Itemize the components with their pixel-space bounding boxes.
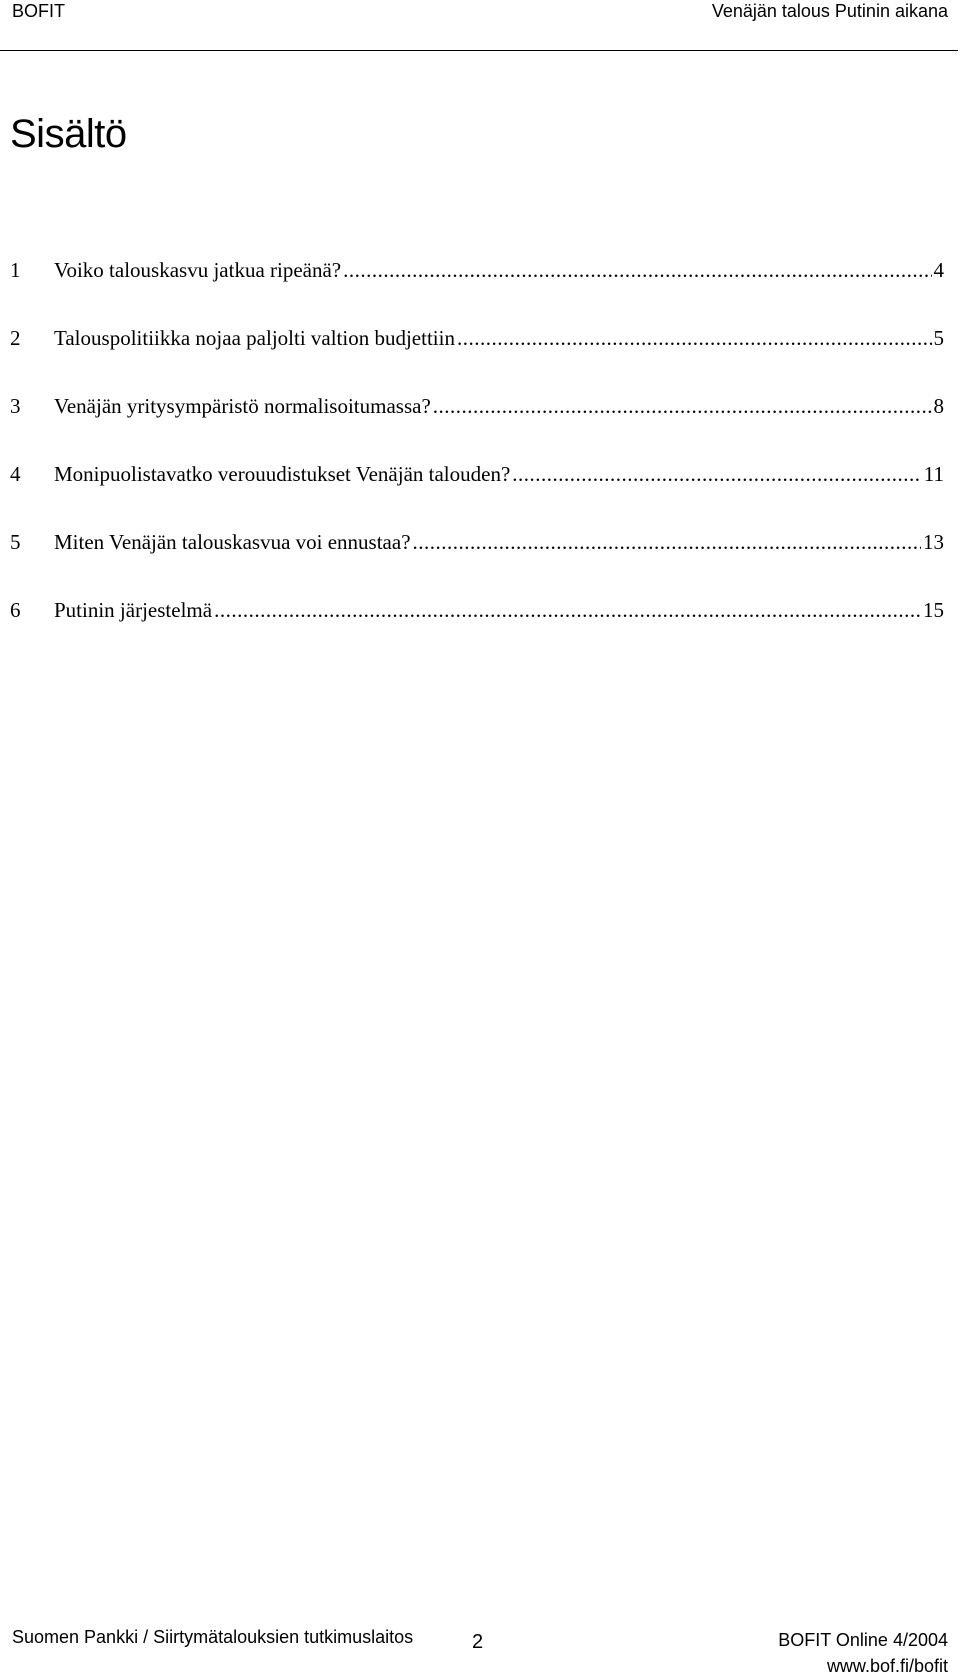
toc-leader-dots: [433, 394, 932, 419]
toc-entry[interactable]: [10, 598, 944, 628]
toc-entry-page: 13: [923, 530, 944, 554]
footer-series: BOFIT Online 4/2004: [778, 1630, 948, 1650]
toc-leader-dots: [512, 462, 921, 487]
toc-entry-title: Voiko talouskasvu jatkua ripeänä?: [54, 258, 342, 282]
toc-leader-dots: [413, 530, 921, 555]
toc-leader-dots: [343, 258, 931, 283]
page-title: Sisältö: [10, 112, 127, 156]
footer-website-link[interactable]: www.bof.fi/bofit: [826, 1656, 948, 1676]
toc-entry-title: Miten Venäjän talouskasvua voi ennustaa?: [54, 530, 411, 554]
header-org: BOFIT: [12, 1, 65, 21]
toc-entry-page: 15: [923, 598, 944, 622]
toc-entry-title: Putinin järjestelmä: [54, 598, 213, 622]
page-footer: [12, 1627, 948, 1677]
toc-entry[interactable]: [10, 258, 944, 288]
toc-entry-number: 5: [10, 530, 21, 554]
footer-page-number: 2: [472, 1631, 484, 1653]
toc-entry-page: 8: [933, 394, 944, 418]
toc-entry-title: Venäjän yritysympäristö normalisoitumassa?: [54, 394, 431, 418]
toc-entry[interactable]: [10, 462, 944, 492]
footer-institution: Suomen Pankki / Siirtymätalouksien tutkimuslaitos: [12, 1627, 414, 1647]
toc-entry-page: 4: [933, 258, 944, 282]
toc-leader-dots: [214, 598, 921, 623]
toc-entry-title: Monipuolistavatko verouudistukset Venäjän talouden?: [54, 462, 511, 486]
toc-entry-number: 6: [10, 598, 21, 622]
toc-entry-page: 5: [933, 326, 944, 350]
header-document-title: Venäjän talous Putinin aikana: [711, 1, 948, 21]
header-divider: [0, 50, 958, 51]
toc-entry-title: Talouspolitiikka nojaa paljolti valtion budjettiin: [54, 326, 455, 350]
toc-entry-number: 3: [10, 394, 21, 418]
toc-entry-page: 11: [923, 462, 944, 486]
toc-entry-number: 4: [10, 462, 21, 486]
toc-entry[interactable]: [10, 394, 944, 424]
toc-entry-number: 2: [10, 326, 21, 350]
toc-entry[interactable]: [10, 530, 944, 560]
footer-publication: [778, 1627, 948, 1679]
page-header: [12, 0, 948, 30]
toc-leader-dots: [457, 326, 932, 351]
toc-entry[interactable]: [10, 326, 944, 356]
toc-entry-number: 1: [10, 258, 21, 282]
